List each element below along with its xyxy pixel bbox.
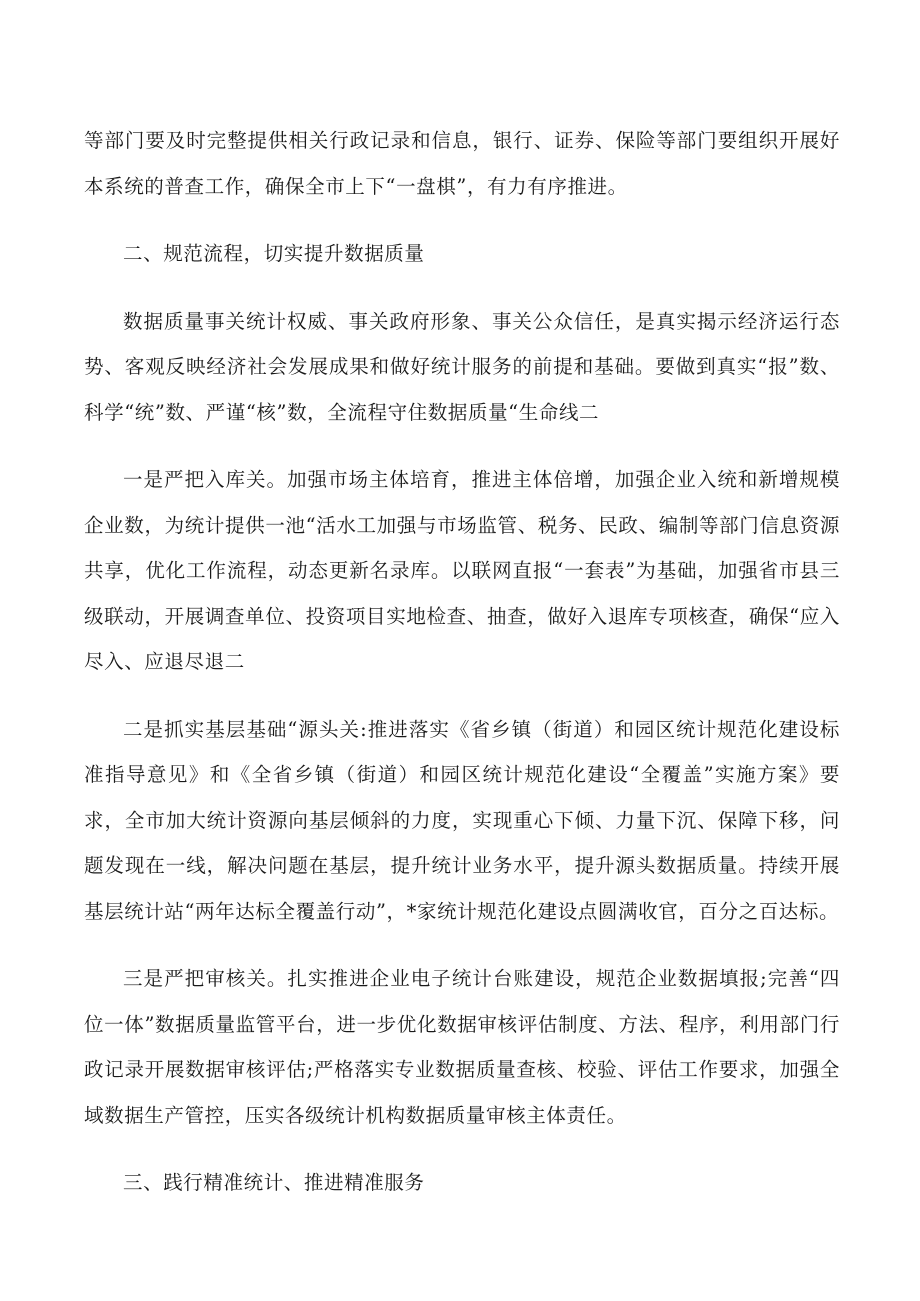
section-heading-2: 二、规范流程，切实提升数据质量	[123, 242, 425, 265]
document-body	[84, 118, 840, 1206]
paragraph-data-quality: 数据质量事关统计权威、事关政府形象、事关公众信任，是真实揭示经济运行态势、客观反映经济社会发展成果和做好统计服务的前提和基础。要做到真实“报”数、科学“统”数、严谨“核”数，全流程守住数据质量“生命线二	[84, 309, 840, 424]
paragraph-gap	[84, 435, 840, 457]
paragraph-gap	[84, 934, 840, 956]
paragraph-grassroots: 二是抓实基层基础“源头关:推进落实《省乡镇（街道）和园区统计规范化建设标准指导意见》和《全省乡镇（街道）和园区统计规范化建设“全覆盖”实施方案》要求，全市加大统计资源向基层倾斜的力度，实现重心下倾、力量下沉、保障下移，问题发现在一线，解决问题在基层，提升统计业务水平，提升源头数据质量。持续开展基层统计站“两年达标全覆盖行动”，*家统计规范化建设点圆满收官，百分之百达标。	[84, 717, 840, 923]
paragraph-gap	[84, 209, 840, 231]
paragraph-review-check: 三是严把审核关。扎实推进企业电子统计台账建设，规范企业数据填报;完善“四位一体”数据质量监管平台，进一步优化数据审核评估制度、方法、程序，利用部门行政记录开展数据审核评估;严格落实专业数据质量查核、校验、评估工作要求，加强全域数据生产管控，压实各级统计机构数据质量审核主体责任。	[84, 967, 840, 1127]
paragraph-gap	[84, 277, 840, 299]
paragraph-continuation: 等部门要及时完整提供相关行政记录和信息，银行、证券、保险等部门要组织开展好本系统的普查工作，确保全市上下“一盘棋”，有力有序推进。	[84, 129, 840, 198]
paragraph-gap	[84, 685, 840, 707]
paragraph-entry-check: 一是严把入库关。加强市场主体培育，推进主体倍增，加强企业入统和新增规模企业数，为统计提供一池“活水工加强与市场监管、税务、民政、编制等部门信息资源共享，优化工作流程，动态更新名录库。以联网直报“一套表”为基础，加强省市县三级联动，开展调查单位、投资项目实地检查、抽查，做好入退库专项核查，确保“应入尽入、应退尽退二	[84, 468, 840, 673]
section-heading-3: 三、践行精准统计、推进精准服务	[123, 1171, 425, 1194]
paragraph-gap	[84, 1138, 840, 1160]
